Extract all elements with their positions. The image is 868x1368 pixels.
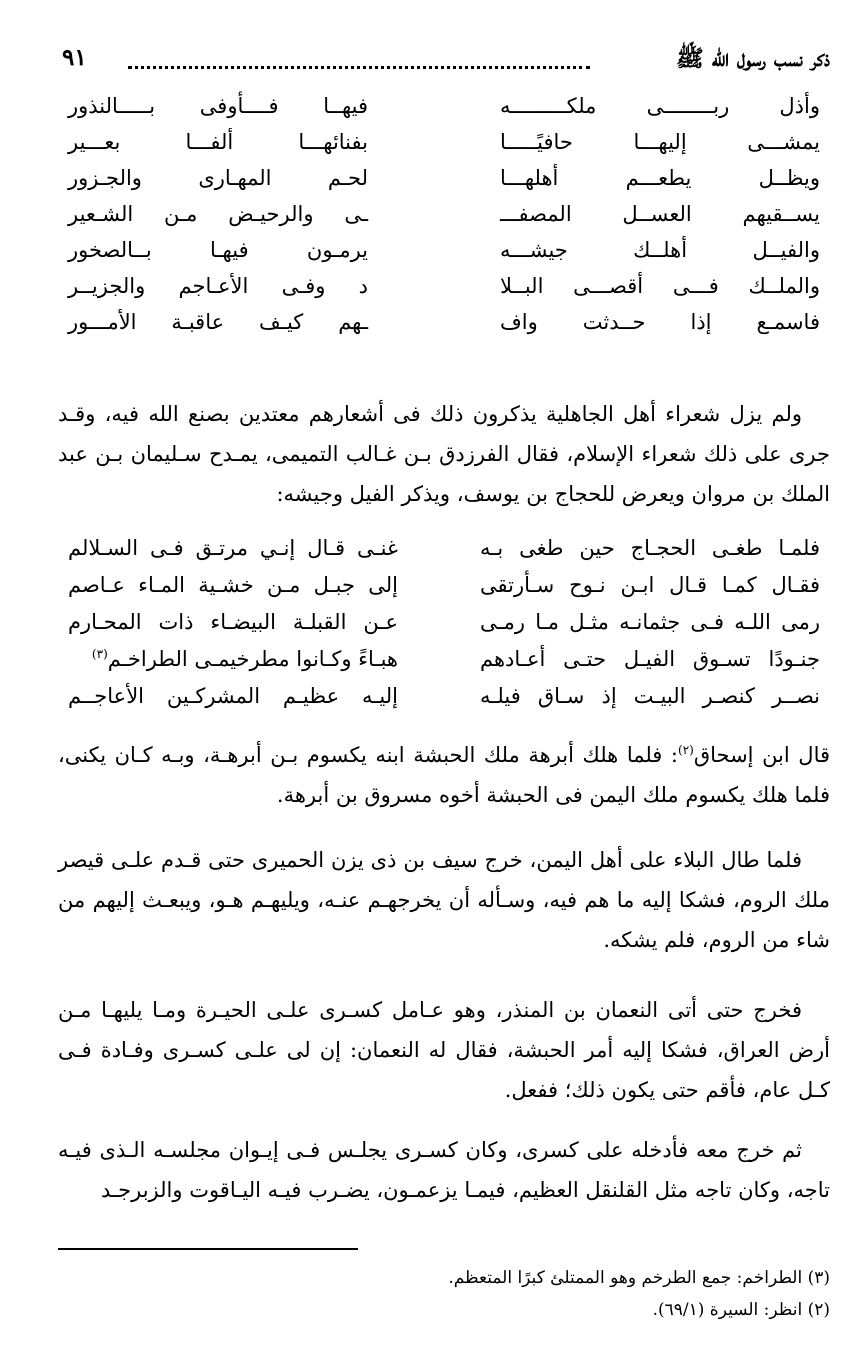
verse-first-hemistich: يســقيهم العســل المصفـــ: [500, 202, 820, 226]
verse-first-hemistich: والملــك فـــى أقصـــى البــلا: [500, 274, 820, 298]
footnotes: [58, 1262, 830, 1326]
verse-line: [58, 610, 830, 647]
verse-first-hemistich: رمى اللـه فـى جثمانـه مثـل مـا رمـى: [480, 610, 820, 634]
verse-line: [58, 310, 830, 346]
verse-second-hemistich: عـن القبلـة البيضـاء ذات المحـارم: [68, 610, 398, 634]
page-number: ٩١: [62, 44, 87, 71]
paragraph-numan: [58, 990, 830, 1110]
verse-second-hemistich: ـى والرحيـض مـن الشـعير: [68, 202, 368, 226]
footnote-marker: (٢): [678, 743, 694, 757]
paragraph-kisra: [58, 1130, 830, 1210]
verse-line: [58, 573, 830, 610]
book-page: [58, 40, 830, 1340]
verse-second-hemistich: غنـى قـال إنـي مرتـق فـى السـلالم: [68, 536, 398, 560]
verse-line: [58, 202, 830, 238]
verse-line: [58, 238, 830, 274]
verse-first-hemistich: نصــر كنصـر البيـت إذ سـاق فيلـه: [480, 684, 820, 708]
verse-first-hemistich: يمشـــى إليهـــا حافيًـــــا: [500, 130, 820, 154]
verse-line: [58, 274, 830, 310]
verse-second-hemistich: إلى جبـل مـن خشـية المـاء عـاصم: [68, 573, 398, 597]
header-leader-dots: [128, 58, 590, 69]
paragraph-sayf: [58, 840, 830, 960]
verse-second-hemistich: بفنائهـــا ألفـــا بعـــير: [68, 130, 368, 154]
verse-line: [58, 684, 830, 721]
paragraph-body: : فلما هلك أبرهة ملك الحبشة ابنه يكسوم بـن أبرهـة، وبـه كـان يكنى، فلما هلك يكسوم ملك اليمن فى الحبشة أخوه مسروق بن أبرهة.: [58, 743, 830, 807]
paragraph-text: فخرج حتى أتى النعمان بن المنذر، وهو عـامل كسـرى علـى الحيـرة ومـا يليهـا مـن أرض العراق، فشكا إليه أمر الحبشة، فقال له النعمان: إن لى علـى كسـرى وفـادة فـى كـل عام، فأقم حتى يكون ذلك؛ ففعل.: [58, 998, 830, 1102]
verse-first-hemistich: والفيــل أهلــك جيشـــه: [500, 238, 820, 262]
running-header: [58, 44, 830, 84]
verse-first-hemistich: فقـال كمـا قـال ابـن نـوح سـأرتقى: [480, 573, 820, 597]
verse-text: هبـاءً وكـانوا مطرخيمـى الطراخـم: [107, 647, 398, 671]
verse-first-hemistich: وأذل ربــــــــى ملكـــــــــه: [500, 94, 820, 118]
verse-second-hemistich: يرمـون فيهـا بــالصخور: [68, 238, 368, 262]
footnote-marker: (٣): [91, 647, 108, 661]
verse-line: [58, 536, 830, 573]
verse-second-hemistich: إليـه عظيـم المشركـين الأعاجــم: [68, 684, 398, 708]
verse-first-hemistich: ويظــل يطعـــم أهلهـــا: [500, 166, 820, 190]
footnote: (٣) الطراخم: جمع الطرخم وهو الممتلئ كبرًا المتعظم.: [448, 1268, 830, 1288]
poem-block-1: [58, 94, 830, 346]
verse-first-hemistich: فاسمـع إذا حــدثت واف: [500, 310, 820, 334]
verse-second-hemistich: لحـم المهـارى والجـزور: [68, 166, 368, 190]
paragraph-text: ولم يزل شعراء أهل الجاهلية يذكرون ذلك فى أشعارهم معتدين بصنع الله فيه، وقـد جرى على ذلك شعراء الإسلام، فقال الفرزدق بـن غـالب التميمى، يمـدح سـليمان بـن عبد الملك بن مروان ويعرض للحجاج بن يوسف، ويذكر الفيل وجيشه:: [58, 402, 830, 506]
verse-second-hemistich: [68, 647, 398, 671]
paragraph-text: فلما طال البلاء على أهل اليمن، خرج سيف بن ذى يزن الحميرى حتى قـدم علـى قيصر ملك الروم، فشكا إليه ما هم فيه، وسـأله أن يخرجهـم عنـه، ويليهـم هـو، ويبعـث إليهم من شاء من الروم، فلم يشكه.: [58, 848, 830, 952]
citation-text: قال ابن إسحاق: [693, 743, 830, 767]
footnote: (٢) انظر: السيرة (٦٩/١).: [652, 1300, 830, 1320]
verse-second-hemistich: ـهم كيـف عاقبـة الأمـــور: [68, 310, 368, 334]
footnote-separator: [58, 1248, 358, 1250]
verse-first-hemistich: فلمـا طغـى الحجـاج حين طغى بـه: [480, 536, 820, 560]
verse-line: [58, 166, 830, 202]
verse-line: [58, 130, 830, 166]
paragraph-text: ثم خرج معه فأدخله على كسرى، وكان كسـرى يجلـس فـى إيـوان مجلسـه الـذى فيـه تاجه، وكان تاجه مثل القلنقل العظيم، فيمـا يزعمـون، يضـرب فيـه اليـاقوت والزبرجـد: [58, 1138, 830, 1202]
paragraph-poets: [58, 394, 830, 514]
header-title: ذكر نسب رسول الله ﷺ: [675, 45, 830, 72]
verse-second-hemistich: فيهــا فــــأوفى بـــــالنذور: [68, 94, 368, 118]
poem-block-2: [58, 536, 830, 721]
verse-first-hemistich: جنـودًا تسـوق الفيـل حتـى أعـادهم: [480, 647, 820, 671]
paragraph-ibn-ishaq: [58, 730, 830, 815]
paragraph-text: [58, 730, 830, 815]
verse-second-hemistich: د وفـى الأعـاجم والجزيــر: [68, 274, 368, 298]
verse-line: [58, 94, 830, 130]
verse-line: [58, 647, 830, 684]
